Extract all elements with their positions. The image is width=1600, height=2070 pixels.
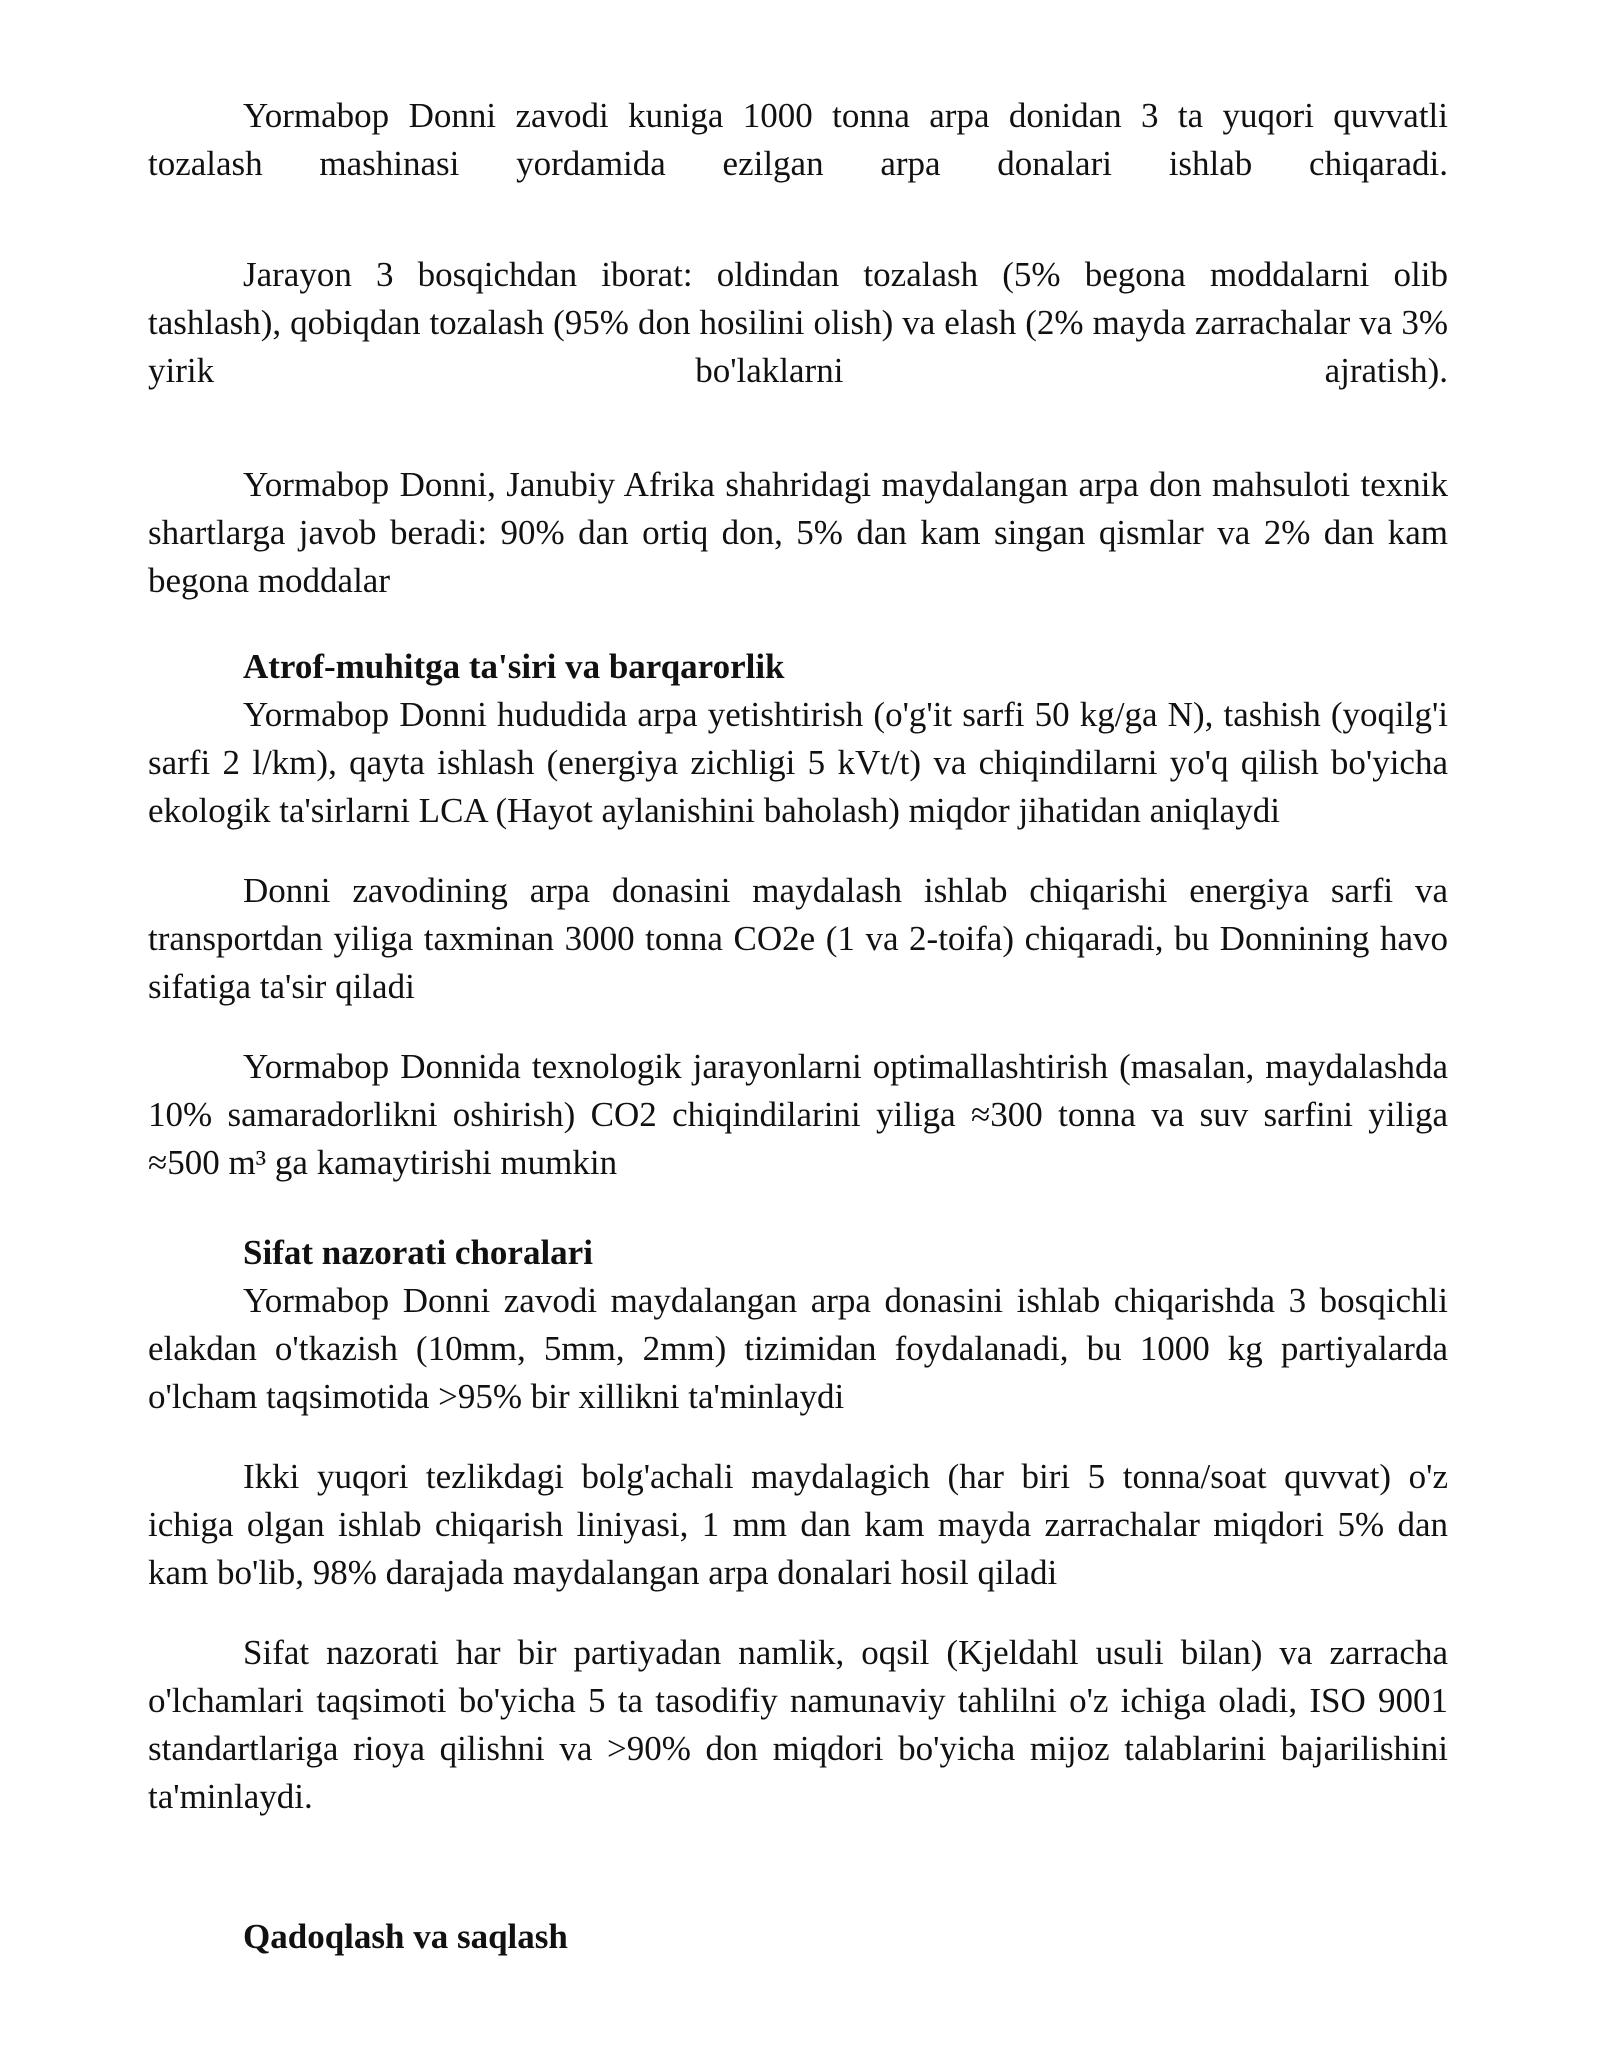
paragraph-lca: Yormabop Donni hududida arpa yetishtirish (o'g'it sarfi 50 kg/ga N), tashish (yoqilg'i sarfi 2 l/km), qayta ishlash (energiya zichligi 5 kVt/t) va chiqindilarni yo'q qilish bo'yicha ekologik ta'sirlarni LCA (Hayot aylanishini baholash) miqdor jihatidan aniqlaydi [148,695,1448,830]
heading-packaging: Qadoqlash va saqlash [243,1917,568,1956]
paragraph-sampling: Sifat nazorati har bir partiyadan namlik, oqsil (Kjeldahl usuli bilan) va zarracha o'lchamlari taqsimoti bo'yicha 5 ta tasodifiy namunaviy tahlilni o'z ichiga oladi, ISO 9001 standartlariga rioya qilishni va >90% don miqdori bo'yicha mijoz talablarini bajarilishini ta'minlaydi. [148,1633,1448,1816]
paragraph-hammer-mills: Ikki yuqori tezlikdagi bolg'achali maydalagich (har biri 5 tonna/soat quvvat) o'z ichiga olgan ishlab chiqarish liniyasi, 1 mm dan kam mayda zarrachalar miqdori 5% dan kam bo'lib, 98% darajada maydalangan arpa donalari hosil qiladi [148,1457,1448,1592]
paragraph-sieving: Yormabop Donni zavodi maydalangan arpa donasini ishlab chiqarishda 3 bosqichli elakdan o'tkazish (10mm, 5mm, 2mm) tizimidan foydalanadi, bu 1000 kg partiyalarda o'lcham taqsimotida >95% bir xillikni ta'minlaydi [148,1281,1448,1416]
paragraph-emissions: Donni zavodining arpa donasini maydalash ishlab chiqarishi energiya sarfi va transportdan yiliga taxminan 3000 tonna CO2e (1 va 2-toifa) chiqaradi, bu Donnining havo sifatiga ta'sir qiladi [148,871,1448,1006]
paragraph-process-stages: Jarayon 3 bosqichdan iborat: oldindan tozalash (5% begona moddalarni olib tashlash), qobiqdan tozalash (95% don hosilini olish) va elash (2% mayda zarrachalar va 3% yirik bo'laklarni ajratish). [148,255,1448,390]
paragraph-optimization: Yormabop Donnida texnologik jarayonlarni optimallashtirish (masalan, maydalashda 10% samaradorlikni oshirish) CO2 chiqindilarini yiliga ≈300 tonna va suv sarfini yiliga ≈500 m³ ga kamaytirishi mumkin [148,1047,1448,1182]
document-page [148,92,1448,1961]
paragraph-factory-output: Yormabop Donni zavodi kuniga 1000 tonna arpa donidan 3 ta yuqori quvvatli tozalash mashinasi yordamida ezilgan arpa donalari ishlab chiqaradi. [148,96,1448,183]
heading-quality-control: Sifat nazorati choralari [243,1233,593,1272]
paragraph-product-specs: Yormabop Donni, Janubiy Afrika shahridagi maydalangan arpa don mahsuloti texnik shartlarga javob beradi: 90% dan ortiq don, 5% dan kam singan qismlar va 2% dan kam begona moddalar [148,465,1448,600]
heading-environment: Atrof-muhitga ta'siri va barqarorlik [243,647,785,686]
